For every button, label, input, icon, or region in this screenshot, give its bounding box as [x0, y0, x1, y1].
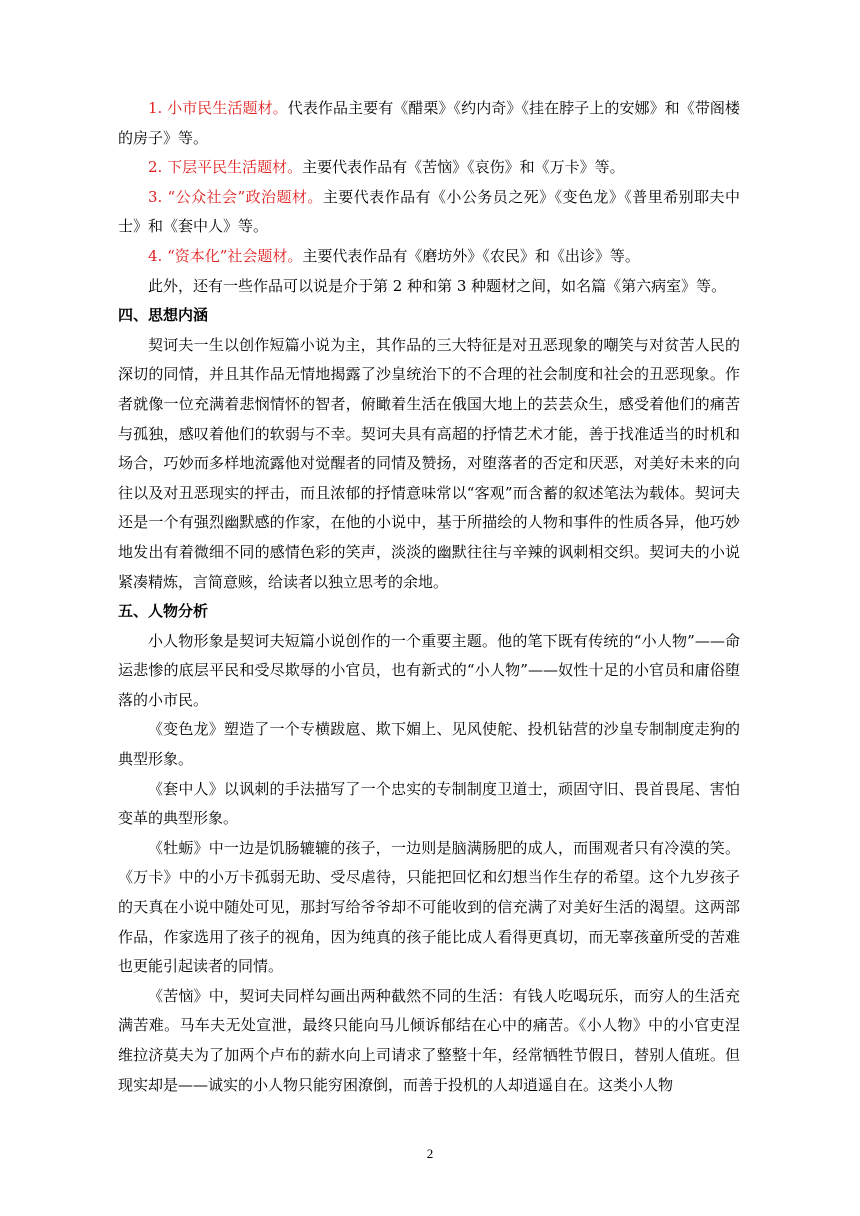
- theme-text: 主要代表作品有《苦恼》《哀伤》和《万卡》等。: [302, 158, 625, 177]
- page-number: 2: [426, 1146, 434, 1161]
- page-content: [118, 94, 740, 1100]
- theme-text: 代表作品主要有《醋栗》《约内奇》《挂在脖子上的安娜》和《带阁楼的房子》等。: [118, 99, 740, 147]
- theme-label: 2. 下层平民生活题材。: [148, 158, 303, 177]
- theme-item-3: [118, 183, 740, 242]
- theme-label: 1. 小市民生活题材。: [148, 99, 288, 117]
- characters-paragraph: 小人物形象是契诃夫短篇小说创作的一个重要主题。他的笔下既有传统的“小人物”——命运悲惨的底层平民和受尽欺辱的小官员，也有新式的“小人物”——奴性十足的小官员和庸俗堕落的小市民。: [118, 631, 740, 709]
- theme-item-1: [118, 94, 740, 153]
- ideas-paragraph: 契诃夫一生以创作短篇小说为主，其作品的三大特征是对丑恶现象的嘲笑与对贫苦人民的深切的同情，并且其作品无情地揭露了沙皇统治下的不合理的社会制度和社会的丑恶现象。作者就像一位充满着悲悯情怀的智者，俯瞰着生活在俄国大地上的芸芸众生，感受着他们的痛苦与孤独，感叹着他们的软弱与不幸。契诃夫具有高超的抒情艺术才能，善于找准适当的时机和场合，巧妙而多样地流露他对觉醒者的同情及赞扬，对堕落者的否定和厌恶，对美好未来的向往以及对丑恶现实的抨击，而且浓郁的抒情意味常以“客观”而含蓄的叙述笔法为载体。契诃夫还是一个有强烈幽默感的作家，在他的小说中，基于所描绘的人物和事件的性质各异，他巧妙地发出有着微细不同的感情色彩的笑声，淡淡的幽默往往与辛辣的讽刺相交织。契诃夫的小说紧凑精炼，言简意赅，给读者以独立思考的余地。: [118, 335, 740, 591]
- characters-paragraph: 《变色龙》塑造了一个专横跋扈、欺下媚上、见风使舵、投机钻营的沙皇专制制度走狗的典型形象。: [118, 720, 740, 769]
- characters-paragraph: 《牡蛎》中一边是饥肠辘辘的孩子，一边则是脑满肠肥的成人，而围观者只有冷漠的笑。《万卡》中的小万卡孤弱无助、受尽虐待，只能把回忆和幻想当作生存的希望。这个九岁孩子的天真在小说中随处可见，那封写给爷爷却不可能收到的信充满了对美好生活的渴望。这两部作品，作家选用了孩子的视角，因为纯真的孩子能比成人看得更真切，而无辜孩童所受的苦难也更能引起读者的同情。: [118, 838, 740, 976]
- theme-label: 3. “公众社会”政治题材。: [148, 187, 323, 206]
- section-heading-characters: 五、人物分析: [118, 602, 209, 621]
- theme-text: 主要代表作品有《磨坊外》《农民》和《出诊》等。: [302, 246, 640, 265]
- theme-item-4: [118, 242, 740, 272]
- characters-paragraph: 《苦恼》中，契诃夫同样勾画出两种截然不同的生活：有钱人吃喝玩乐，而穷人的生活充满苦难。马车夫无处宣泄，最终只能向马儿倾诉郁结在心中的痛苦。《小人物》中的小官吏涅维拉济莫夫为了加两个卢布的薪水向上司请求了整整十年，经常牺牲节假日，替别人值班。但现实却是——诚实的小人物只能穷困潦倒，而善于投机的人却逍遥自在。这类小人物: [118, 986, 740, 1094]
- theme-label: 4. “资本化”社会题材。: [148, 246, 303, 265]
- characters-paragraph: 《套中人》以讽刺的手法描写了一个忠实的专制制度卫道士，顽固守旧、畏首畏尾、害怕变革的典型形象。: [118, 779, 740, 828]
- theme-item-2: [118, 153, 740, 183]
- themes-note: 此外，还有一些作品可以说是介于第 2 种和第 3 种题材之间，如名篇《第六病室》等。: [148, 276, 727, 295]
- theme-text: 主要代表作品有《小公务员之死》《变色龙》《普里希别耶夫中士》和《套中人》等。: [118, 187, 740, 236]
- section-heading-ideas: 四、思想内涵: [118, 306, 209, 325]
